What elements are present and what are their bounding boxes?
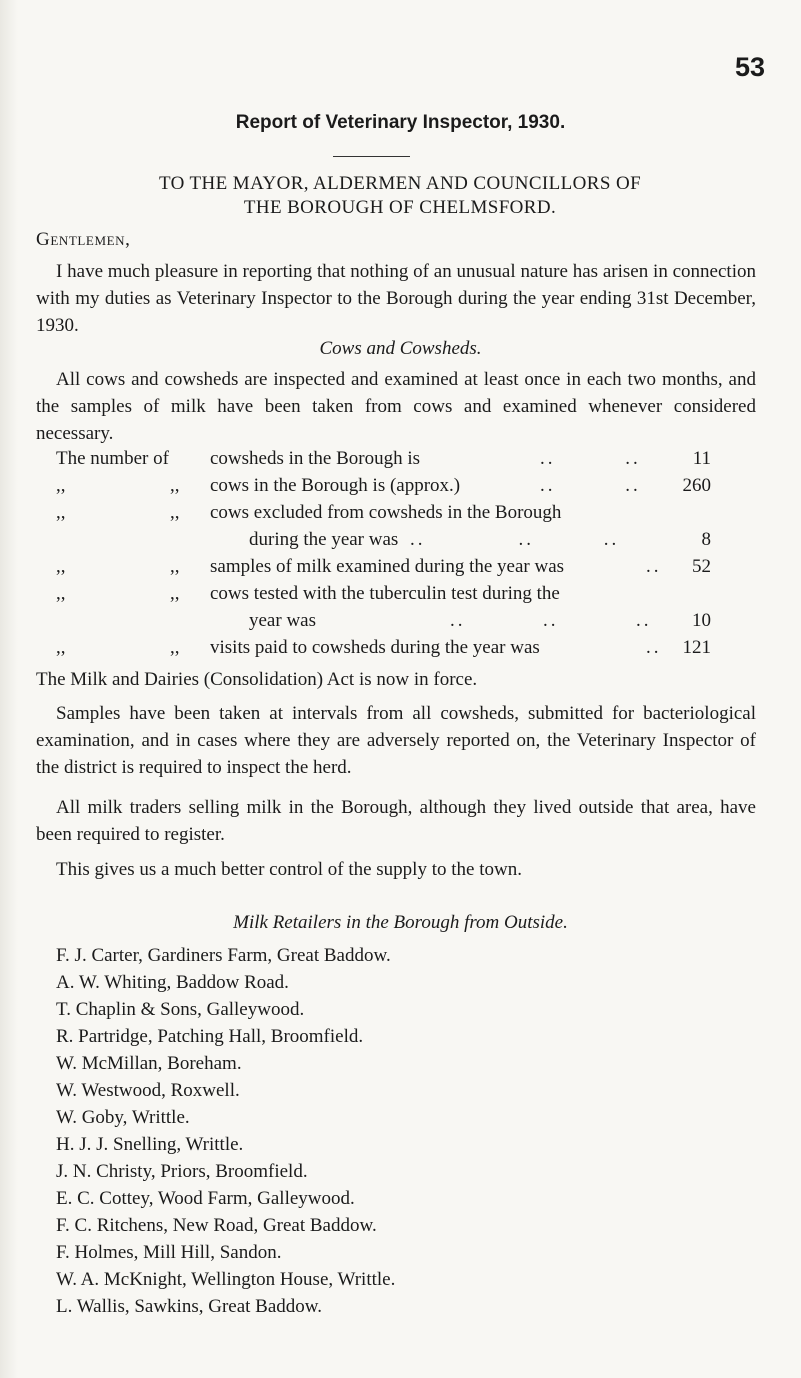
- list-item: H. J. J. Snelling, Writtle.: [56, 1134, 244, 1155]
- list-item: E. C. Cottey, Wood Farm, Galleywood.: [56, 1188, 355, 1209]
- stat-row: [0, 502, 801, 529]
- samples-paragraph: Samples have been taken at intervals from all cowsheds, submitted for bacteriological examination, and in cases where they are adversely reported on, the Veterinary Inspector of the district is required to inspect the herd.: [36, 703, 756, 778]
- stat-description: cows excluded from cowsheds in the Borough: [210, 502, 562, 523]
- stat-row: during the year was .. .. .. 8: [249, 529, 711, 550]
- salutation-text: Gentlemen,: [36, 229, 131, 250]
- list-item: F. C. Ritchens, New Road, Great Baddow.: [56, 1215, 377, 1236]
- stat-value: 11: [692, 448, 711, 469]
- list-item: W. Goby, Writtle.: [56, 1107, 190, 1128]
- list-item: A. W. Whiting, Baddow Road.: [56, 972, 289, 993]
- address-block: [40, 172, 760, 220]
- list-item: F. Holmes, Mill Hill, Sandon.: [56, 1242, 282, 1263]
- address-line-2: THE BOROUGH OF CHELMSFORD.: [243, 197, 557, 218]
- act-statement: The Milk and Dairies (Consolidation) Act is now in force.: [36, 669, 478, 690]
- stat-description-continued: during the year was: [249, 529, 399, 550]
- ditto-mark: ,,: [56, 502, 66, 523]
- intro-paragraph: I have much pleasure in reporting that nothing of an unusual nature has arisen in connection with my duties as Veterinary Inspector to the Borough during the year ending 31st December, 1930.: [36, 261, 756, 336]
- ditto-mark: ,,: [170, 475, 180, 496]
- title-divider: [333, 156, 410, 157]
- ditto-mark: ,,: [170, 502, 180, 523]
- stat-description-continued: year was: [249, 610, 316, 631]
- ditto-mark: ,,: [170, 583, 180, 604]
- stat-description: visits paid to cowsheds during the year was: [210, 637, 540, 658]
- stat-row: ,, ,, cows in the Borough is (approx.) .. .. 260: [56, 475, 711, 496]
- list-item: L. Wallis, Sawkins, Great Baddow.: [56, 1296, 323, 1317]
- page-number: 53: [734, 52, 765, 82]
- section-heading-retailers: Milk Retailers in the Borough from Outside.: [233, 912, 568, 933]
- ditto-mark: ,,: [56, 475, 66, 496]
- stat-row: ,, ,, samples of milk examined during the year was .. 52: [56, 556, 711, 577]
- stat-row: [0, 583, 801, 610]
- address-line-1: TO THE MAYOR, ALDERMEN AND COUNCILLORS OF: [158, 173, 642, 194]
- stat-row: ,, ,, visits paid to cowsheds during the year was .. 121: [56, 637, 711, 658]
- list-item: F. J. Carter, Gardiners Farm, Great Baddow.: [56, 945, 391, 966]
- salutation: [36, 229, 131, 251]
- stat-description: cowsheds in the Borough is: [210, 448, 421, 469]
- stat-description: cows in the Borough is (approx.): [210, 475, 461, 496]
- ditto-mark: ,,: [170, 556, 180, 577]
- list-item: W. A. McKnight, Wellington House, Writtle.: [56, 1269, 396, 1290]
- stat-row: year was .. .. .. 10: [249, 610, 711, 631]
- ditto-mark: ,,: [170, 637, 180, 658]
- list-item: R. Partridge, Patching Hall, Broomfield.: [56, 1026, 364, 1047]
- section-heading-cows: Cows and Cowsheds.: [319, 338, 482, 359]
- stat-value: 260: [682, 475, 711, 496]
- report-title: Report of Veterinary Inspector, 1930.: [235, 112, 566, 133]
- list-item: W. McMillan, Boreham.: [56, 1053, 242, 1074]
- list-item: J. N. Christy, Priors, Broomfield.: [56, 1161, 308, 1182]
- ditto-mark: ,,: [56, 637, 66, 658]
- list-item: W. Westwood, Roxwell.: [56, 1080, 240, 1101]
- stat-value: 10: [692, 610, 711, 631]
- list-item: T. Chaplin & Sons, Galleywood.: [56, 999, 305, 1020]
- ditto-mark: ,,: [56, 556, 66, 577]
- control-paragraph: This gives us a much better control of the supply to the town.: [56, 859, 522, 880]
- page-binding-edge: [0, 0, 18, 1378]
- stat-value: 121: [682, 637, 711, 658]
- stat-description: samples of milk examined during the year was: [210, 556, 565, 577]
- traders-paragraph: All milk traders selling milk in the Borough, although they lived outside that area, have been required to register.: [36, 797, 756, 845]
- stat-row: The number of cowsheds in the Borough is .. .. 11: [56, 448, 711, 469]
- cows-paragraph: All cows and cowsheds are inspected and examined at least once in each two months, and the samples of milk have been taken from cows and examined whenever considered necessary.: [36, 369, 756, 444]
- stat-value: 8: [701, 529, 711, 550]
- stat-description: cows tested with the tuberculin test during the: [210, 583, 560, 604]
- ditto-mark: ,,: [56, 583, 66, 604]
- stat-value: 52: [692, 556, 711, 577]
- stat-prefix: The number of: [56, 448, 169, 469]
